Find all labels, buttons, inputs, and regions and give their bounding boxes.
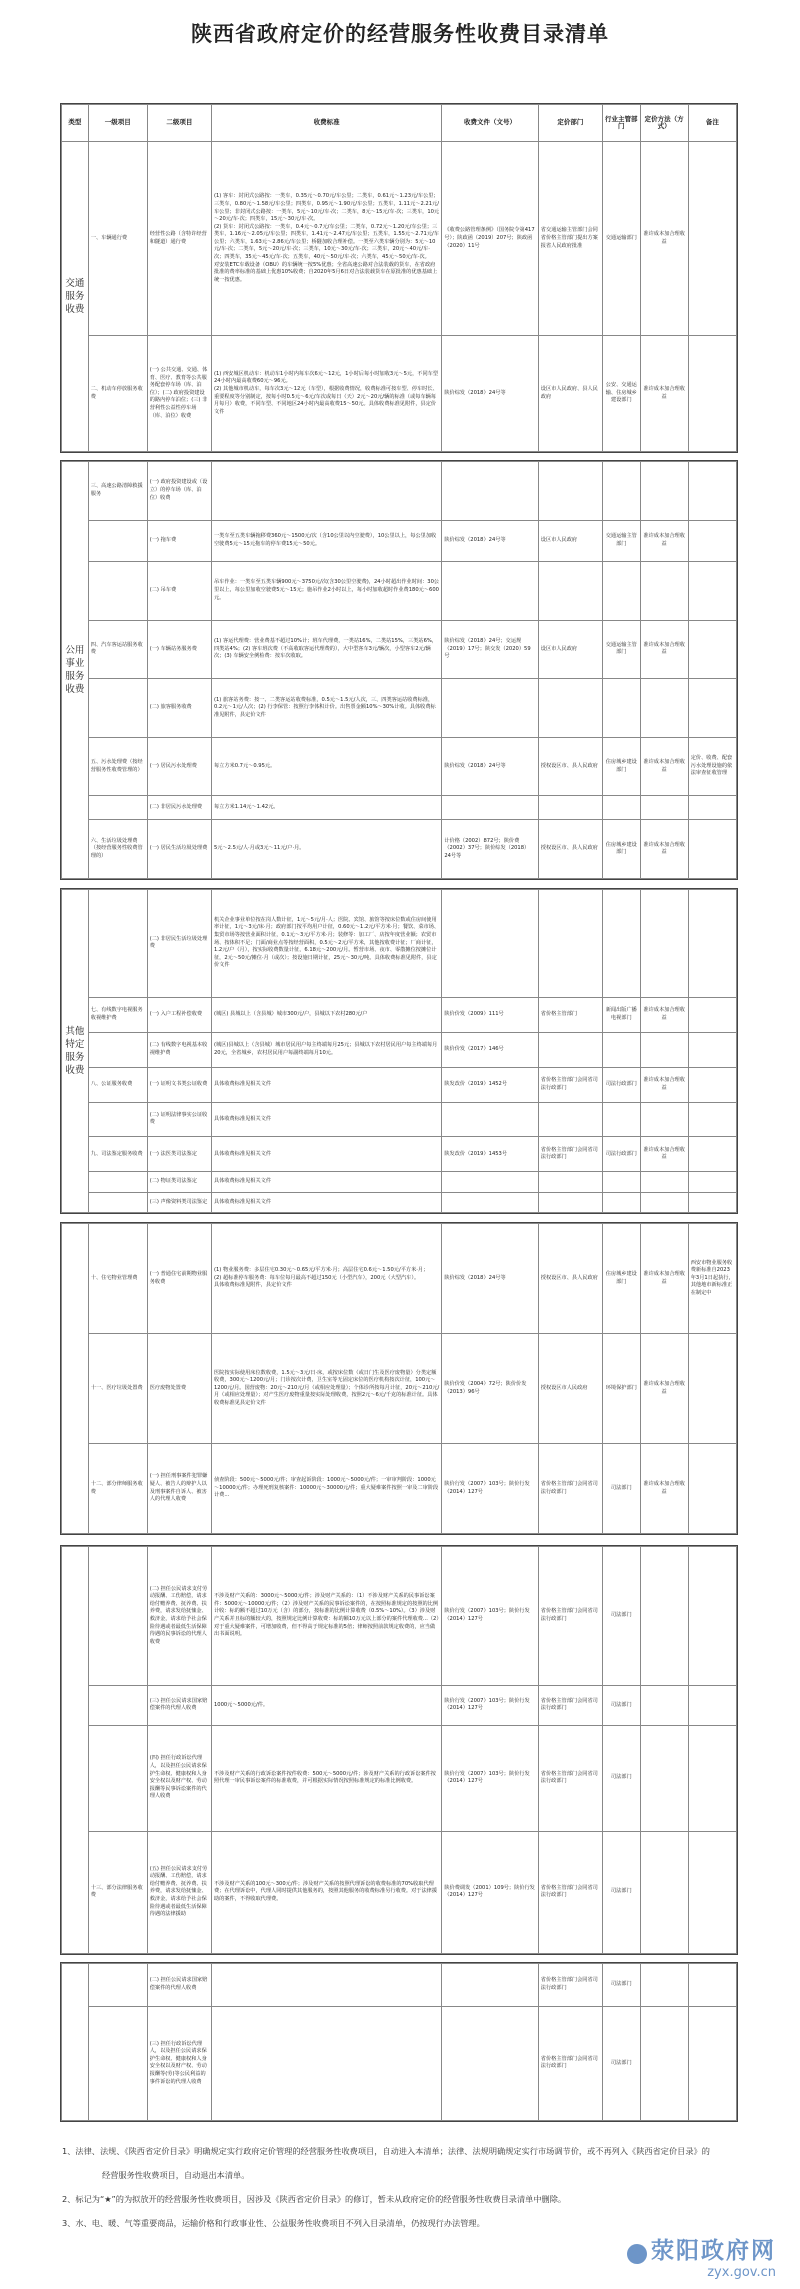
level2-item: (一) 入户工程补偿收费	[147, 997, 211, 1032]
pricing-department	[538, 1102, 602, 1137]
fee-document: 陕价综发（2018）24号等	[442, 520, 538, 561]
fee-row	[62, 1686, 737, 1726]
pricing-department	[538, 1192, 602, 1212]
level1-item	[88, 1964, 147, 2007]
level1-item: 三、高速公路清障救援服务	[88, 462, 147, 521]
pricing-method	[640, 890, 688, 998]
pricing-department: 设区市人民政府、县人民政府	[538, 336, 602, 452]
site-logo-icon	[627, 2244, 647, 2264]
level2-item: (二) 证明法律事实公证收费	[147, 1102, 211, 1137]
pricing-method: 准许成本加合理收益	[640, 142, 688, 336]
level2-item: 经营性公路（含特许经营和隧道）通行费	[147, 142, 211, 336]
fee-row	[62, 1102, 737, 1137]
pricing-department: 省价格主管部门会同省司法行政部门	[538, 1067, 602, 1102]
pricing-method	[640, 462, 688, 521]
fee-row	[62, 997, 737, 1032]
fee-row	[62, 1831, 737, 1953]
level1-item	[88, 561, 147, 620]
level2-item: (五) 担任公民请求支付劳动报酬、工伤赔偿，请求给付赡养费、抚养费、扶养费，请求发给抚恤金、救济金，请求给予社会保险待遇或者最低生活保障待遇的法律援助	[147, 1831, 211, 1953]
fee-document: 陕发改价（2019）1452号	[442, 1067, 538, 1102]
fee-standard: 不涉及财产关系的行政诉讼案件按件收费：500元～5000元/件；涉及财产关系的行政诉讼案件按照代理一审民事诉讼案件的标准收费，并可根据实际情况按照标准规定的标准比例收费。	[211, 1725, 441, 1831]
pricing-department	[538, 1032, 602, 1067]
level1-item: 二、机动车停放服务收费	[88, 336, 147, 452]
industry-department: 交通运输部门	[603, 142, 641, 336]
fee-standard: 具体收费标准见相关文件	[211, 1192, 441, 1212]
level2-item: (二) 吊车费	[147, 561, 211, 620]
pricing-method: 准许成本加合理收益	[640, 1137, 688, 1172]
table-section-legal-services	[60, 1545, 738, 1955]
pricing-department	[538, 890, 602, 998]
pricing-department	[538, 679, 602, 738]
fee-standard: (1) 旅客站务费：按一、二类客运站收费标准，0.5元～1.5元/人次，三、四类客运站收费标准，0.2元～1元/人次；(2) 行李保管：按照行李体积计价。出售票金额10%～30%计收。具体收费标准见附件，县定价文件	[211, 679, 441, 738]
fee-document	[442, 1192, 538, 1212]
remark	[688, 997, 736, 1032]
level2-item: (一) 居民污水处理费	[147, 737, 211, 796]
fee-document: 陕价价发（2004）72号；陕价价发（2013）96号	[442, 1334, 538, 1444]
pricing-department: 省价格主管部门会同省司法行政部门	[538, 1444, 602, 1534]
pricing-department: 省价格主管部门会同省司法行政部门	[538, 1964, 602, 2007]
fee-row	[62, 796, 737, 820]
level2-item: (二) 旅客服务收费	[147, 679, 211, 738]
fee-standard: 每立方米1.14元～1.42元。	[211, 796, 441, 820]
notes	[62, 2145, 738, 2241]
industry-department: 交通运输主管部门	[603, 620, 641, 679]
fee-row	[62, 679, 737, 738]
level1-item: 九、司法鉴定服务收费	[88, 1137, 147, 1172]
level1-item: 八、公证服务收费	[88, 1067, 147, 1102]
fee-document	[442, 796, 538, 820]
pricing-department: 省交通运输主管部门会同省价格主管部门提出方案报省人民政府批准	[538, 142, 602, 336]
remark	[688, 620, 736, 679]
fee-row	[62, 890, 737, 998]
fee-row	[62, 620, 737, 679]
fee-document: 陕价价发（2017）146号	[442, 1032, 538, 1067]
remark	[688, 2006, 736, 2120]
industry-department	[603, 1032, 641, 1067]
level1-item	[88, 1686, 147, 1726]
fee-standard: (城区) 县城以上（含县城）城市300元/户，县城以下农村280元/户	[211, 997, 441, 1032]
fee-row	[62, 1032, 737, 1067]
pricing-department: 授权设区市人民政府	[538, 1334, 602, 1444]
pricing-department: 设区市人民政府	[538, 520, 602, 561]
level1-item: 十二、部分律师服务收费	[88, 1444, 147, 1534]
pricing-method	[640, 1831, 688, 1953]
level2-item: (二) 非居民污水处理费	[147, 796, 211, 820]
fee-standard: 具体收费标准见相关文件	[211, 1102, 441, 1137]
level2-item: (二) 担任公民请求国家赔偿案件的代理人收费	[147, 1964, 211, 2007]
level2-item: (三) 声像资料类司法鉴定	[147, 1192, 211, 1212]
pricing-method	[640, 561, 688, 620]
level1-item: 六、生活垃圾处理费（按经营服务性收费管理的）	[88, 820, 147, 879]
category-cell: 其他特定服务收费	[62, 890, 89, 1213]
fee-document: 陕价综发（2018）24号等	[442, 1224, 538, 1334]
level2-item: (一) 担任刑事案件犯罪嫌疑人、被告人的辩护人以及刑事案件自诉人、被害人的代理人收费	[147, 1444, 211, 1534]
industry-department: 交通运输主管部门	[603, 520, 641, 561]
level1-item	[88, 520, 147, 561]
pricing-department: 省价格主管部门会同省司法行政部门	[538, 1725, 602, 1831]
fee-standard: 每立方米0.7元～0.95元。	[211, 737, 441, 796]
level1-item	[88, 1032, 147, 1067]
level1-item: 五、污水处理费（按经营服务性收费管理的）	[88, 737, 147, 796]
pricing-department: 授权设区市、县人民政府	[538, 820, 602, 879]
pricing-method: 准许成本加合理收益	[640, 1334, 688, 1444]
remark	[688, 1686, 736, 1726]
fee-document: 陕发改价（2019）1453号	[442, 1137, 538, 1172]
industry-department: 环境保护部门	[603, 1334, 641, 1444]
fee-standard: (城区)县城以上（含县城）城市居民用户每主终端每月25元；县城以下农村居民用户每主终端每月20元，全省城乡，农村居民用户每副终端每月10元。	[211, 1032, 441, 1067]
fee-row	[62, 1444, 737, 1534]
fee-document	[442, 890, 538, 998]
pricing-method	[640, 1725, 688, 1831]
level2-item: (三) 担任公民请求国家赔偿案件的代理人收费	[147, 1686, 211, 1726]
pricing-method	[640, 2006, 688, 2120]
table-section-special-service	[60, 888, 738, 1214]
remark	[688, 1032, 736, 1067]
category-cell: 交通服务收费	[62, 142, 89, 452]
pricing-method	[640, 1032, 688, 1067]
column-header: 备注	[688, 105, 736, 142]
industry-department	[603, 890, 641, 998]
category-cell: 公用事业服务收费	[62, 462, 89, 879]
pricing-department: 设区市人民政府	[538, 620, 602, 679]
level2-item: (一) 拖车费	[147, 520, 211, 561]
fee-document: 陕价综发（2018）24号；交运规（2019）17号；陕交发（2020）59号	[442, 620, 538, 679]
industry-department	[603, 561, 641, 620]
category-cell	[62, 1547, 89, 1954]
pricing-department	[538, 462, 602, 521]
column-header: 行业主管部门	[603, 105, 641, 142]
fee-standard: (1) 物业服务费：多层住宅0.30元～0.65元/平方米·月；高层住宅0.6元～1.50元/平方米·月； (2) 超标准停车服务费：每车位每月最高不超过150元（小型汽车），200元（大型汽车）。 具体收费标准见附件，县定价文件	[211, 1224, 441, 1334]
fee-standard: 具体收费标准见相关文件	[211, 1067, 441, 1102]
pricing-method: 准许成本加合理收益	[640, 520, 688, 561]
fee-row	[62, 520, 737, 561]
level2-item: (一) 车辆站务服务费	[147, 620, 211, 679]
fee-standard: 不涉及财产关系的：3000元～5000元/件；涉及财产关系的：（1）不涉及财产关系的民事诉讼案件：5000元～10000元/件；（2）涉及财产关系的民事诉讼案件的，在按照标准规定的按照的比例计收：标的额不超过10万元（含）的部分，按标准的比例计算收费（0.5%～10%）。（3）涉及财产关系并且标的额较大的，按照规定比例计算收费：标的额10万元以上部分的案件代理收费...（2）对于重大疑难案件，可增加收费，但不得高于规定标准的5倍；律师按照前款规定收费的，应当做出书面说明。	[211, 1547, 441, 1686]
level1-item	[88, 890, 147, 998]
fee-document	[442, 1102, 538, 1137]
fee-row	[62, 1067, 737, 1102]
industry-department	[603, 1102, 641, 1137]
industry-department: 司法部门	[603, 1725, 641, 1831]
pricing-department: 省价格主管部门会同省司法行政部门	[538, 1547, 602, 1686]
pricing-method	[640, 1964, 688, 2007]
fee-standard: 机关企业事业单位按在岗人数计征，1元～5元/月·人；医院、宾馆、旅馆等按床位数或住房间使用率计征，1元～3元/床·月；政府部门按平均用户计征，0.60元～1.2元/平方米·月；餐饮、菜市场、集贸市场等按营业面积计征，0.1元～3元/平方米·月；装修等：加工厂、店按年度营业额；农贸市场、按体积不足；门面/商业点等按经营面积，0.5元～2元/平方米，其他按收费计征；厂商计征，1.2元/户（月），按实际收费数量计征，6.18元～200元/月。暂营市场、夜市、零散摊位按摊位计征，2元～50元/摊位·月（或次）；按设施日期计征，25元～30元/吨。具体收费标准见附件，县定价文件	[211, 890, 441, 998]
remark	[688, 336, 736, 452]
level1-item: 十、住宅物业管理费	[88, 1224, 147, 1334]
remark	[688, 520, 736, 561]
level1-item	[88, 1192, 147, 1212]
remark	[688, 1964, 736, 2007]
fee-document: 陕价综发（2018）24号等	[442, 336, 538, 452]
remark	[688, 561, 736, 620]
pricing-method	[640, 679, 688, 738]
fee-document	[442, 1172, 538, 1192]
industry-department: 司法部门	[603, 1964, 641, 2007]
remark	[688, 1444, 736, 1534]
industry-department: 住房城乡建设部门	[603, 1224, 641, 1334]
level2-item: 医疗废物处置费	[147, 1334, 211, 1444]
fee-document: 陕价行发（2007）103号；陕价行发（2014）127号	[442, 1547, 538, 1686]
remark	[688, 1172, 736, 1192]
note-1: 1、法律、法规、《陕西省定价目录》明确规定实行政府定价管理的经营服务性收费项目，自动进入本清单；法律、法规明确规定实行市场调节价，或不再列入《陕西省定价目录》的 经营服务性收费项目，自动退出本清单。	[62, 2146, 710, 2180]
level1-item	[88, 1172, 147, 1192]
pricing-department: 授权设区市、县人民政府	[538, 737, 602, 796]
fee-row	[62, 1334, 737, 1444]
remark	[688, 142, 736, 336]
fee-document: 陕价行发（2007）103号；陕价行发（2014）127号	[442, 1686, 538, 1726]
fee-document: 陕价行发（2007）103号；陕价行发（2014）127号	[442, 1444, 538, 1534]
pricing-method: 准许成本加合理收益	[640, 1067, 688, 1102]
table-section-transport	[60, 103, 738, 453]
level2-item: (二) 担任公民请求支付劳动报酬、工伤赔偿，请求给付赡养费、抚养费、扶养费，请求发给抚恤金、救济金，请求给予社会保险待遇或者最低生活保障待遇的民事诉讼的代理人收费	[147, 1547, 211, 1686]
fee-document: 陕价综发（2018）24号等	[442, 737, 538, 796]
fee-row	[62, 1964, 737, 2007]
remark	[688, 1334, 736, 1444]
fee-standard: (1) 西安城区机动车：机动车1小时内每车次6元～12元，1小时后每小时加收3元～5元，不同车型24小时内最高收费60元～96元。 (2) 其他城市机动车，每车次3元～12元（车型），根据收费情况，收费标准可按车型、停车时长、重要程度等分别制定，按每小时0.5元～6元/车次或每日（天）2元～20元/辆的标准（或每车辆每月每月）收费，不同车型、不同地区24小时内最高收费15～50元。具体收费标准见附件，县定价文件	[211, 336, 441, 452]
remark	[688, 1102, 736, 1137]
industry-department: 住房城乡建设部门	[603, 737, 641, 796]
industry-department	[603, 679, 641, 738]
level1-item	[88, 1547, 147, 1686]
level1-item	[88, 679, 147, 738]
pricing-method: 准许成本加合理收益	[640, 997, 688, 1032]
level1-item	[88, 796, 147, 820]
level1-item: 四、汽车客运站服务收费	[88, 620, 147, 679]
industry-department: 司法部门	[603, 1686, 641, 1726]
pricing-department: 省价格主管部门会同省司法行政部门	[538, 1831, 602, 1953]
column-header: 一级项目	[88, 105, 147, 142]
fee-row	[62, 737, 737, 796]
fee-document	[442, 1964, 538, 2007]
fee-row	[62, 1192, 737, 1212]
level2-item: (一) 证明文书类公证收费	[147, 1067, 211, 1102]
category-cell	[62, 1224, 89, 1534]
fee-document	[442, 561, 538, 620]
page-title: 陕西省政府定价的经营服务性收费目录清单	[191, 22, 609, 46]
remark	[688, 820, 736, 879]
industry-department	[603, 1192, 641, 1212]
fee-row	[62, 1137, 737, 1172]
fee-row	[62, 2006, 737, 2120]
pricing-method	[640, 1102, 688, 1137]
column-header: 定价方法（方式）	[640, 105, 688, 142]
fee-document	[442, 679, 538, 738]
pricing-method: 准许成本加合理收益	[640, 620, 688, 679]
pricing-method	[640, 1547, 688, 1686]
level2-item: (三) 担任行政诉讼代理人，以及担任公民请求保护生命权、健康权和人身安全权以及财产权、劳动报酬等(劳)等公民利益的事件诉讼的代理人收费	[147, 2006, 211, 2120]
pricing-method	[640, 1192, 688, 1212]
table-section-property-medical-legal	[60, 1222, 738, 1535]
fee-document: 陕价价发（2009）111号	[442, 997, 538, 1032]
pricing-department: 省价格主管部门	[538, 997, 602, 1032]
fee-row	[62, 142, 737, 336]
level1-item: 七、有线数字电视服务收视维护费	[88, 997, 147, 1032]
fee-row	[62, 1547, 737, 1686]
remark	[688, 1547, 736, 1686]
fee-row	[62, 336, 737, 452]
fee-row	[62, 1172, 737, 1192]
pricing-department: 省价格主管部门会同省司法行政部门	[538, 1137, 602, 1172]
remark	[688, 1067, 736, 1102]
column-header: 收费文件（文号）	[442, 105, 538, 142]
fee-document: 陕价行发（2007）103号；陕价行发（2014）127号	[442, 1725, 538, 1831]
fee-row	[62, 1224, 737, 1334]
remark	[688, 679, 736, 738]
industry-department: 公安、交通运输、住房城乡建设部门	[603, 336, 641, 452]
industry-department: 司法行政部门	[603, 1067, 641, 1102]
fee-row	[62, 462, 737, 521]
pricing-method: 准许成本加合理收益	[640, 820, 688, 879]
industry-department: 司法部门	[603, 1547, 641, 1686]
level2-item: (二) 有线数字电视基本收视维护费	[147, 1032, 211, 1067]
fee-row	[62, 820, 737, 879]
fee-standard: 不涉及财产关系的100元～300元/件；涉及财产关系的按照代理诉讼的收费标准的70%收取代理费；在代理诉讼中，代理人同时提供其他服务的，按照其他服务的收费标准另行收费。对于法律援助的案件，不得收取代理费。	[211, 1831, 441, 1953]
pricing-department: 省价格主管部门会同省司法行政部门	[538, 2006, 602, 2120]
table-section-public-utility	[60, 460, 738, 880]
column-header: 二级项目	[147, 105, 211, 142]
level1-item: 一、车辆通行费	[88, 142, 147, 336]
fee-standard: (1) 客运代理费：营业费基不超过10%计；班车代理费，一类站16%，二类站15%，三类站6%，四类站4%；(2) 客车班次费（不高收取客运代理费的），大中型客车3元/辆次，小型客车2元/辆次；(3) 车辆安全例检费：按车次收取。	[211, 620, 441, 679]
fee-document: 陕价费调发（2001）109号；陕价行发（2014）127号	[442, 1831, 538, 1953]
watermark	[627, 2232, 776, 2280]
pricing-department	[538, 796, 602, 820]
fee-standard	[211, 1964, 441, 2007]
column-header: 类型	[62, 105, 89, 142]
level1-item: 十一、医疗垃圾处置费	[88, 1334, 147, 1444]
industry-department: 新闻出版广播电视部门	[603, 997, 641, 1032]
pricing-method: 准许成本加合理收益	[640, 1444, 688, 1534]
level1-item	[88, 1102, 147, 1137]
fee-standard	[211, 462, 441, 521]
table-section-legal-services-continued	[60, 1962, 738, 2122]
level2-item: (一) 普通住宅前期物业服务收费	[147, 1224, 211, 1334]
category-cell	[62, 1964, 89, 2121]
column-header: 收费标准	[211, 105, 441, 142]
level1-item: 十三、部分法律服务收费	[88, 1831, 147, 1953]
remark	[688, 1831, 736, 1953]
remark	[688, 1137, 736, 1172]
level2-item: (一) 法医类司法鉴定	[147, 1137, 211, 1172]
level2-item: (一) 公共交通、交通、体育、医疗、教育等公共服务配套停车场（库、泊位）；(二) 政府投资建设的路内停车泊位；(三) 非营利性公益性停车场（库、泊位）收费	[147, 336, 211, 452]
fee-document	[442, 462, 538, 521]
pricing-method: 准许成本加合理收益	[640, 1224, 688, 1334]
pricing-method	[640, 796, 688, 820]
note-3: 3、水、电、暖、气等重要商品，运输价格和行政事业性、公益服务性收费项目不列入目录清单，仍按现行办法管理。	[62, 2218, 485, 2228]
header-row	[62, 105, 737, 142]
fee-row	[62, 561, 737, 620]
industry-department	[603, 462, 641, 521]
industry-department: 司法部门	[603, 2006, 641, 2120]
fee-standard: 一类车至五类车辆拖移费360元～1500元/次（含10公里以内空驶费），10公里以上，每公里加收空驶费5元～15元拖车的停车费15元～50元。	[211, 520, 441, 561]
remark	[688, 890, 736, 998]
fee-standard: 具体收费标准见相关文件	[211, 1137, 441, 1172]
level1-item	[88, 2006, 147, 2120]
pricing-method: 准许成本加合理收益	[640, 336, 688, 452]
level2-item: (二) 非居民生活垃圾处理费	[147, 890, 211, 998]
industry-department: 司法部门	[603, 1831, 641, 1953]
watermark-url: zyx.gov.cn	[707, 2265, 776, 2280]
pricing-department	[538, 561, 602, 620]
level2-item: (四) 担任行政诉讼代理人，以及担任公民请求保护生命权、健康权和人身安全权以及财产权、劳动报酬等民事诉讼案件的代理人收费	[147, 1725, 211, 1831]
fee-document: 计价格（2002）872号；陕价费（2002）37号；陕价综发（2018）24号等	[442, 820, 538, 879]
remark	[688, 462, 736, 521]
pricing-method	[640, 1172, 688, 1192]
fee-standard: 吊车作业：一类车至五类车辆900元～3750元/次(含30公里空驶费)，24小时超出作业时间：30公里以上，每公里加收空驶费5元～15元；施吊作业2小时以上，每小时加收超时作业费180元～600元。	[211, 561, 441, 620]
level1-item	[88, 1725, 147, 1831]
remark: 西安市物业服务收费新标准自2023年3月1日起执行，其他地市新标准正在制定中	[688, 1224, 736, 1334]
pricing-department: 授权设区市、县人民政府	[538, 1224, 602, 1334]
fee-standard: 1000元～5000元/件。	[211, 1686, 441, 1726]
pricing-method: 准许成本加合理收益	[640, 737, 688, 796]
fee-standard	[211, 2006, 441, 2120]
industry-department: 司法行政部门	[603, 1137, 641, 1172]
level2-item: (一) 居民生活垃圾处理费	[147, 820, 211, 879]
note-2: 2、标记为“★”的为拟放开的经营服务性收费项目，因涉及《陕西省定价目录》的修订，暂未从政府定价的经营服务性收费目录清单中删除。	[62, 2194, 567, 2204]
column-header: 定价部门	[538, 105, 602, 142]
fee-document	[442, 2006, 538, 2120]
fee-standard: 医院按实际使用床位数收费，1.5元～3元/日·床，或按床位数（或日门生及医疗废物量）分类定额收费，300元～1200元/月；门诊按次计费，卫生室等无固定床位的医疗机构按次计征，100元～1200元/月。国营废物：20元～210元/月（或相应处理量）；个体诊所按每月计征，20元～210元/月（或相应处理量）；对产生医疗废物重量按实际处理收费，按照2元～6元/千克的标准计征。具体收费标准见县定价文件	[211, 1334, 441, 1444]
fee-standard: 侦查阶段：500元～5000元/件；审查起诉阶段：1000元～5000元/件；一审审判阶段：1000元～10000元/件；办理死刑复核案件：10000元～30000元/件；重大疑难案件按照一审及二审阶段计费...	[211, 1444, 441, 1534]
fee-row	[62, 1725, 737, 1831]
level2-item: (二) 物证类司法鉴定	[147, 1172, 211, 1192]
remark	[688, 1725, 736, 1831]
industry-department	[603, 796, 641, 820]
remark	[688, 1192, 736, 1212]
pricing-department: 省价格主管部门会同省司法行政部门	[538, 1686, 602, 1726]
fee-standard: (1) 客车：封闭式公路按：一类车，0.35元～0.70元/车公里；二类车，0.61元～1.23元/车公里；三类车，0.80元～1.58元/车公里；四类车，0.95元～1.90元/车公里；五类车，1.11元～2.21元/车公里；非封闭式公路按：一类车，5元～10元/车·次；二类车，8元～15元/车·次；三类车，10元～20元/车·次；四类车，15元～30元/车·次。 (2) 货车：封闭式公路按：一类车，0.4元～0.7元/车公里；二类车，0.72元～1.20元/车公里；三类车，1.16元～2.05元/车公里；四类车，1.41元～2.47元/车公里；五类车，1.55元～2.71元/车公里；六类车，1.63元～2.86元/车公里；桥隧加收合理补偿。一类至六类车辆分别为：5元～10元/车·次；二类车，5元～20元/车·次；三类车，10元～30元/车·次；三类车，20元～40元/车·次；四类车，35元～45元/车·次；五类车，40元～50元/车·次；六类车，45元～50元/车·次。 对安装ETC车载设备（OBU）的车辆统一按5%优惠；全省高速公路对合法装载的货车，在省政府批准的费率标准的基础上优惠10%收费；自2020年5月6日对合法装载货车在原批准的优惠基础上统一按优惠。	[211, 142, 441, 336]
industry-department: 住房城乡建设部门	[603, 820, 641, 879]
watermark-title: 荥阳政府网	[651, 2238, 776, 2264]
pricing-method	[640, 1686, 688, 1726]
remark	[688, 796, 736, 820]
remark: 定价、收费、配套污水处理设施的依法审查征收管理	[688, 737, 736, 796]
level2-item: (一) 政府投资建设或（设立）的停车场（库、泊位）收费	[147, 462, 211, 521]
fee-standard: 5元～2.5元/人·月或3元～11元/户·月。	[211, 820, 441, 879]
industry-department: 司法部门	[603, 1444, 641, 1534]
fee-standard: 具体收费标准见相关文件	[211, 1172, 441, 1192]
fee-document: 《收费公路管理条例》（国务院令第417号）；陕政函（2019）207号；陕政函（2020）11号	[442, 142, 538, 336]
pricing-department	[538, 1172, 602, 1192]
industry-department	[603, 1172, 641, 1192]
